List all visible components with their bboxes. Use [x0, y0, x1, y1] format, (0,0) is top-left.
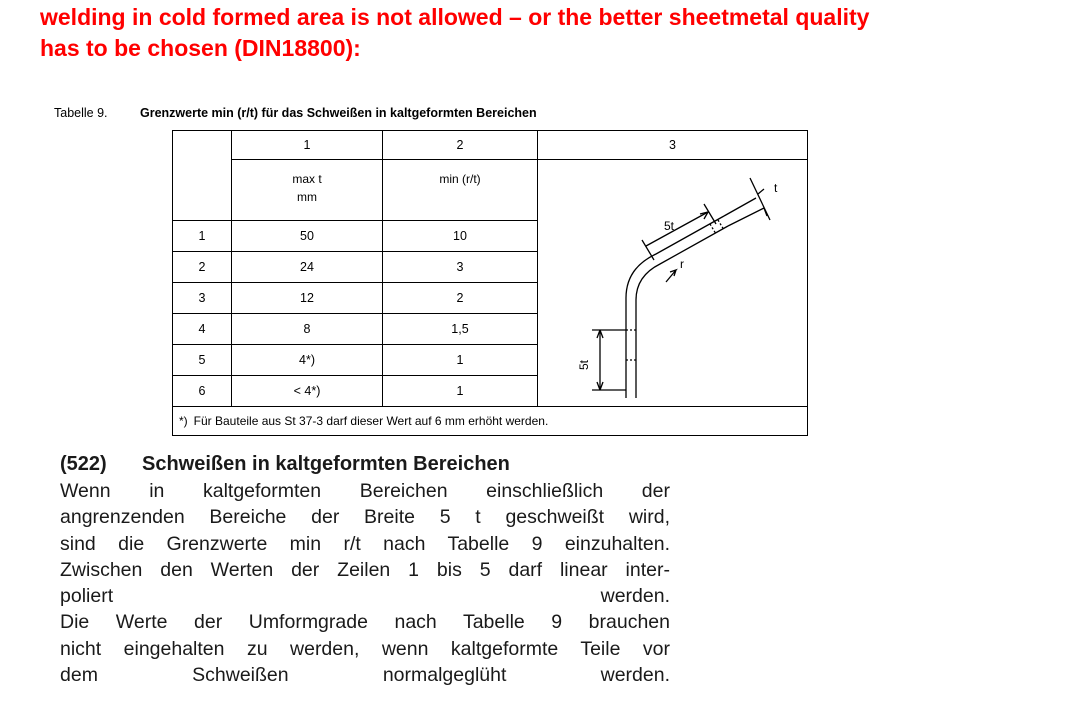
col-number-2: 2 — [383, 131, 538, 160]
max-t-value: 8 — [232, 314, 383, 345]
header-row — [173, 160, 808, 221]
row-number: 6 — [173, 376, 232, 407]
left-dimension-line — [592, 330, 626, 390]
paragraph-1 — [60, 478, 670, 609]
footnote-row — [173, 407, 808, 436]
thickness-label: t — [774, 181, 778, 195]
min-rt-value: 2 — [383, 283, 538, 314]
paragraph-line: Wenn in kaltgeformten Bereichen einschließlich der — [60, 480, 670, 502]
row-number: 2 — [173, 252, 232, 283]
max-t-value: 12 — [232, 283, 383, 314]
top-5t-label: 5t — [664, 219, 675, 233]
row-number: 1 — [173, 221, 232, 252]
section-title: Schweißen in kaltgeformten Bereichen — [142, 453, 510, 475]
paragraph-2 — [60, 609, 670, 688]
radius-pointer — [666, 270, 676, 282]
paragraph-line: sind die Grenzwerte min r/t nach Tabelle 9 einzuhalten. — [60, 532, 670, 555]
col2-header: min (r/t) — [383, 160, 538, 221]
col1-header-unit: mm — [297, 190, 317, 204]
col1-header-label: max t — [292, 172, 322, 186]
table-caption — [54, 106, 537, 120]
slide-headline — [40, 2, 1060, 64]
weld-zone-marks — [626, 220, 724, 360]
row-number: 4 — [173, 314, 232, 345]
section-522 — [60, 450, 670, 688]
corner-cell — [173, 131, 232, 221]
left-5t-label: 5t — [577, 359, 591, 370]
section-heading — [60, 450, 670, 478]
min-rt-value: 1 — [383, 376, 538, 407]
paragraph-line: poliert werden. — [60, 585, 670, 608]
limit-values-table — [172, 130, 808, 436]
col-number-3: 3 — [538, 131, 808, 160]
radius-label: r — [680, 257, 684, 271]
max-t-value: 50 — [232, 221, 383, 252]
footnote-cell — [173, 407, 808, 436]
paragraph-line: Zwischen den Werten der Zeilen 1 bis 5 darf linear inter- — [60, 558, 670, 581]
headline-line-1: welding in cold formed area is not allowed – or the better sheetmetal quality — [40, 4, 870, 30]
max-t-value: 24 — [232, 252, 383, 283]
min-rt-value: 1,5 — [383, 314, 538, 345]
bend-figure-cell — [538, 160, 808, 407]
col1-header — [232, 160, 383, 221]
footnote-mark: *) — [179, 414, 188, 428]
row-number: 3 — [173, 283, 232, 314]
max-t-value: 4*) — [232, 345, 383, 376]
table-title: Grenzwerte min (r/t) für das Schweißen in kaltgeformten Bereichen — [140, 106, 537, 120]
max-t-value: < 4*) — [232, 376, 383, 407]
paragraph-line: angrenzenden Bereiche der Breite 5 t geschweißt wird, — [60, 506, 670, 529]
paragraph-line: nicht eingehalten zu werden, wenn kaltgeformte Teile vor — [60, 637, 670, 660]
col-number-1: 1 — [232, 131, 383, 160]
min-rt-value: 1 — [383, 345, 538, 376]
paragraph-line: Die Werte der Umformgrade nach Tabelle 9 brauchen — [60, 611, 670, 634]
section-number: (522) — [60, 453, 107, 475]
headline-line-2: has to be chosen (DIN18800): — [40, 35, 361, 61]
thickness-dimension-line — [724, 178, 770, 226]
thickness-arrows — [758, 189, 767, 216]
footnote-text: Für Bauteile aus St 37-3 darf dieser Wert auf 6 mm erhöht werden. — [193, 414, 549, 428]
min-rt-value: 3 — [383, 252, 538, 283]
bend-diagram — [538, 170, 806, 404]
paragraph-line: dem Schweißen normalgeglüht werden. — [60, 664, 670, 687]
min-rt-value: 10 — [383, 221, 538, 252]
sheet-outer-edge — [626, 216, 724, 398]
column-number-row — [173, 131, 808, 160]
row-number: 5 — [173, 345, 232, 376]
table-number: Tabelle 9. — [54, 106, 108, 120]
